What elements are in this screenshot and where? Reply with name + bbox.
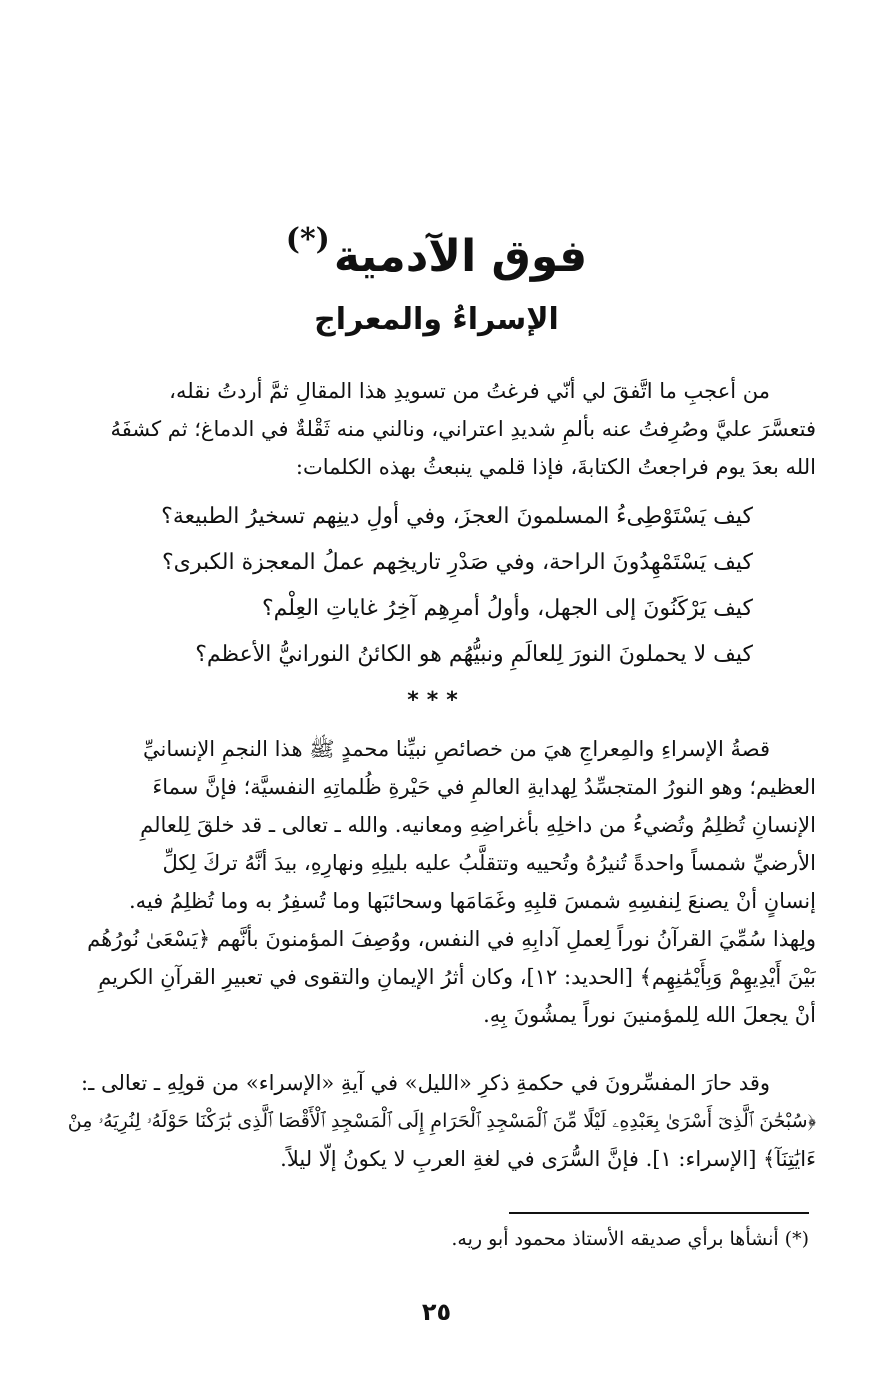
section-separator: *** <box>407 688 466 713</box>
paragraph-line: العظيم؛ وهو النورُ المتجسِّدُ لِهدايةِ العالمِ في حَيْرةِ ظُلماتِهِ النفسيَّة؛ فإنَّ سماءَ <box>152 775 816 799</box>
paragraph-line: بَيْنَ أَيْدِيهِمْ وَبِأَيْمَٰنِهِم﴾ [الحديد: ١٢]، وكان أثرُ الإيمانِ والتقوى في تعبيرِ القرآنِ الكريمِ <box>98 965 816 989</box>
paragraph-line: ءَايَٰتِنَآ﴾ [الإسراء: ١]. فإنَّ السُّرَى في لغةِ العربِ لا يكونُ إلّا ليلاً. <box>280 1147 816 1171</box>
footnote-divider <box>509 1212 809 1214</box>
paragraph-line: أنْ يجعلَ الله لِلمؤمنينَ نوراً يمشُونَ بِهِ. <box>483 1003 816 1027</box>
body-paragraph-2 <box>64 1064 816 1178</box>
chapter-subtitle: الإسراءُ والمعراج <box>314 302 559 337</box>
paragraph-line: قصةُ الإسراءِ والمِعراجِ هيَ من خصائصِ نبيِّنا محمدٍ ﷺ هذا النجمِ الإنسانيِّ <box>143 737 770 761</box>
question-line: كيف يَرْكَنُونَ إلى الجهل، وأولُ أمرِهِم آخِرُ غاياتِ العِلْم؟ <box>261 596 753 621</box>
paragraph-line: ولِهذا سُمِّيَ القرآنُ نوراً لِعملِ آدابِهِ في النفس، ووُصِفَ المؤمنونَ بأنَّهم ﴿يَسْعَىٰ نُورُهُم <box>87 927 816 951</box>
footnote-marker: (*) <box>285 222 330 257</box>
intro-paragraph <box>64 372 816 486</box>
quran-verse-line: ﴿سُبْحَٰنَ ٱلَّذِىٓ أَسْرَىٰ بِعَبْدِهِۦ لَيْلًا مِّنَ ٱلْمَسْجِدِ ٱلْحَرَامِ إِلَى ٱلْمَسْجِدِ ٱلْأَقْصَا ٱلَّذِى بَٰرَكْنَا حَوْلَهُۥ لِنُرِيَهُۥ مِنْ <box>67 1110 816 1132</box>
chapter-title-row <box>0 222 873 287</box>
page-number: ٢٥ <box>421 1298 452 1326</box>
paragraph-line: الإنسانِ تُظلِمُ وتُضيءُ من داخلِهِ بأغراضِهِ ومعانيه. والله ـ تعالى ـ قد خلقَ لِلعالمِ <box>140 813 816 837</box>
paragraph-line: من أعجبِ ما اتَّفقَ لي أنّي فرغتُ من تسويدِ هذا المقالِ ثمَّ أردتُ نقله، <box>169 379 770 403</box>
question-line: كيف يَسْتَمْهِدُونَ الراحة، وفي صَدْرِ تاريخِهم عملُ المعجزة الكبرى؟ <box>161 550 753 575</box>
footnote: (*) أنشأها برأي صديقه الأستاذ محمود أبو ريه. <box>451 1228 809 1250</box>
question-line: كيف لا يحملونَ النورَ لِلعالَمِ ونبيُّهُم هو الكائنُ النورانيُّ الأعظم؟ <box>195 642 753 667</box>
chapter-title: فوق الآدمية <box>333 231 588 282</box>
paragraph-line: فتعسَّرَ عليَّ وصُرِفتُ عنه بألمِ شديدِ اعتراني، ونالني منه ثَقْلةٌ في الدماغ؛ ثم كشفَهُ <box>110 417 816 441</box>
paragraph-line: وقد حارَ المفسِّرونَ في حكمةِ ذكرِ «الليل» في آيةِ «الإسراء» من قولِهِ ـ تعالى ـ: <box>81 1071 770 1095</box>
paragraph-line: الأرضيِّ شمساً واحدةً تُنيرُهُ وتُحييه وتتقلَّبُ عليه بليلِهِ ونهارِهِ، بيدَ أنَّهُ تركَ لِكلِّ <box>162 851 816 875</box>
body-paragraph <box>64 730 816 1034</box>
paragraph-line: إنسانٍ أنْ يصنعَ لِنفسِهِ شمسَ قلبِهِ وغَمَامَها وسحائبَها وما تُسفِرُ به وما تُظلِمُ فيه. <box>128 889 816 913</box>
question-line: كيف يَسْتَوْطِىءُ المسلمونَ العجزَ، وفي أولِ دينِهم تسخيرُ الطبيعة؟ <box>161 504 753 529</box>
paragraph-line: الله بعدَ يوم فراجعتُ الكتابةَ، فإذا قلمي ينبعثُ بهذه الكلمات: <box>295 455 816 479</box>
